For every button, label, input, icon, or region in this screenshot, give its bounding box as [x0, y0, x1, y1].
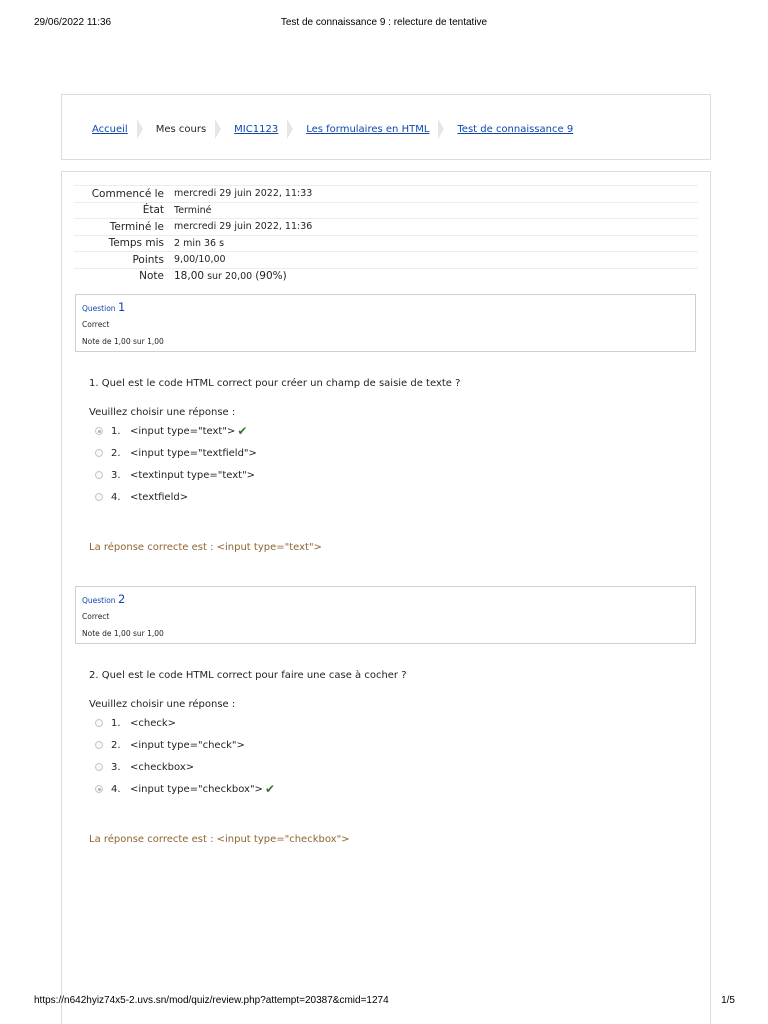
answer-option[interactable]: 4. <textfield> — [95, 486, 257, 508]
answer-text: <input type="textfield"> — [130, 447, 257, 459]
answer-option[interactable]: 1. <check> — [95, 712, 275, 734]
correct-answer-feedback-2: La réponse correcte est : <input type="checkbox"> — [89, 834, 350, 845]
answer-text: <checkbox> — [130, 761, 195, 773]
print-page-number: 1/5 — [721, 995, 735, 1006]
summary-value: mercredi 29 juin 2022, 11:36 — [174, 221, 313, 233]
correct-check-icon: ✔ — [264, 782, 275, 796]
radio-icon[interactable] — [95, 449, 103, 457]
question-text-1: 1. Quel est le code HTML correct pour créer un champ de saisie de texte ? — [89, 378, 461, 389]
breadcrumb-separator-icon — [438, 119, 444, 139]
print-footer — [0, 995, 768, 1009]
answer-option[interactable]: 3. <textinput type="text"> — [95, 464, 257, 486]
breadcrumb-quiz[interactable]: Test de connaissance 9 — [457, 123, 574, 135]
summary-row-state — [74, 202, 698, 219]
answer-prompt-1: Veuillez choisir une réponse : — [89, 407, 236, 418]
breadcrumb-course[interactable]: MIC1123 — [234, 123, 279, 135]
answer-text: <input type="checkbox"> — [130, 783, 263, 795]
summary-row-points — [74, 251, 698, 268]
answer-text: <check> — [130, 717, 177, 729]
breadcrumb-card — [61, 94, 711, 160]
question-number: Question 2 — [82, 592, 126, 606]
summary-value: 2 min 36 s — [174, 237, 225, 249]
radio-icon[interactable] — [95, 763, 103, 771]
quiz-review-card — [61, 171, 711, 1024]
answer-list-1 — [95, 420, 257, 508]
question-state: Correct — [82, 612, 110, 621]
grade-percent: (90%) — [255, 270, 287, 283]
summary-label: Points — [132, 253, 164, 266]
answer-option[interactable]: 1. <input type="text"> ✔ — [95, 420, 257, 442]
answer-text: <textfield> — [130, 491, 189, 503]
print-header — [0, 17, 768, 31]
print-title: Test de connaissance 9 : relecture de tentative — [280, 17, 488, 28]
summary-row-started — [74, 185, 698, 202]
breadcrumb-section[interactable]: Les formulaires en HTML — [306, 123, 430, 135]
breadcrumb-home[interactable]: Accueil — [92, 123, 128, 135]
radio-icon[interactable] — [95, 719, 103, 727]
radio-checked-icon[interactable] — [95, 427, 103, 435]
answer-list-2 — [95, 712, 275, 800]
answer-option[interactable]: 4. <input type="checkbox"> ✔ — [95, 778, 275, 800]
summary-value: 9,00/10,00 — [174, 254, 226, 266]
summary-row-grade — [74, 268, 698, 285]
question-number: Question 1 — [82, 300, 126, 314]
summary-label: État — [142, 204, 164, 217]
breadcrumb-separator-icon — [215, 119, 221, 139]
summary-value — [174, 270, 287, 282]
breadcrumb-my-courses: Mes cours — [155, 123, 207, 135]
print-date: 29/06/2022 11:36 — [34, 17, 112, 28]
summary-value: mercredi 29 juin 2022, 11:33 — [174, 188, 313, 200]
grade-out-of: sur 20,00 — [204, 271, 256, 283]
attempt-summary-table — [74, 185, 698, 284]
answer-text: <input type="text"> — [130, 425, 236, 437]
question-grade: Note de 1,00 sur 1,00 — [82, 337, 164, 346]
question-info-2 — [75, 586, 696, 644]
summary-label: Temps mis — [108, 237, 164, 250]
answer-option[interactable]: 2. <input type="check"> — [95, 734, 275, 756]
radio-icon[interactable] — [95, 471, 103, 479]
question-info-1 — [75, 294, 696, 352]
summary-label: Note — [139, 270, 164, 283]
answer-option[interactable]: 3. <checkbox> — [95, 756, 275, 778]
breadcrumb — [92, 119, 573, 139]
summary-label: Commencé le — [91, 187, 164, 200]
correct-answer-feedback-1: La réponse correcte est : <input type="text"> — [89, 542, 322, 553]
summary-label: Terminé le — [109, 220, 164, 233]
answer-text: <textinput type="text"> — [130, 469, 256, 481]
radio-icon[interactable] — [95, 741, 103, 749]
question-text-2: 2. Quel est le code HTML correct pour faire une case à cocher ? — [89, 670, 407, 681]
radio-checked-icon[interactable] — [95, 785, 103, 793]
breadcrumb-separator-icon — [137, 119, 143, 139]
correct-check-icon: ✔ — [237, 424, 248, 438]
answer-prompt-2: Veuillez choisir une réponse : — [89, 699, 236, 710]
summary-row-completed — [74, 218, 698, 235]
breadcrumb-separator-icon — [287, 119, 293, 139]
summary-row-time-taken — [74, 235, 698, 252]
question-grade: Note de 1,00 sur 1,00 — [82, 629, 164, 638]
print-url: https://n642hyiz74x5-2.uvs.sn/mod/quiz/review.php?attempt=20387&cmid=1274 — [34, 995, 389, 1006]
answer-text: <input type="check"> — [130, 739, 245, 751]
question-state: Correct — [82, 320, 110, 329]
answer-option[interactable]: 2. <input type="textfield"> — [95, 442, 257, 464]
summary-value: Terminé — [174, 204, 212, 216]
grade-value: 18,00 — [174, 270, 205, 283]
radio-icon[interactable] — [95, 493, 103, 501]
